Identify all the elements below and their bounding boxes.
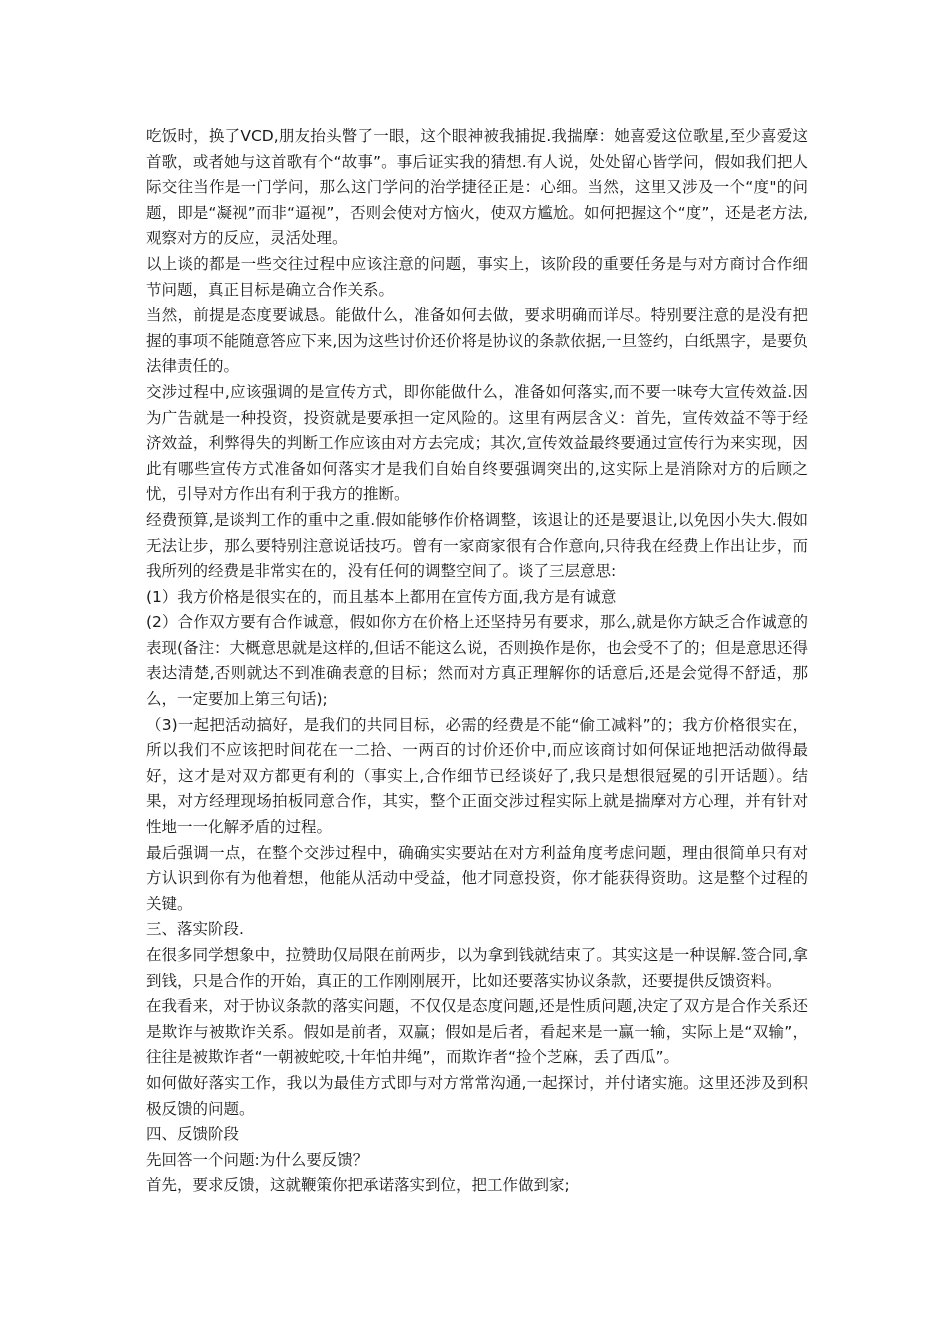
paragraph: 先回答一个问题:为什么要反馈？ — [146, 1150, 369, 1169]
paragraph: 在很多同学想象中，拉赞助仅局限在前两步，以为拿到钱就结束了。其实这是一种误解.签合同,拿到钱，只是合作的开始，真正的工作刚刚展开，比如还要落实协议条款，还要提供反馈资料。 — [146, 946, 808, 990]
section-heading: 三、落实阶段. — [146, 920, 244, 939]
paragraph: 经费预算,是谈判工作的重中之重.假如能够作价格调整，该退让的还是要退让,以免因小失大.假如无法让步，那么要特别注意说话技巧。曾有一家商家很有合作意向,只待我在经费上作出让步，而我所列的经费是非常实在的，没有任何的调整空间了。谈了三层意思: — [146, 510, 808, 581]
paragraph: 以上谈的都是一些交往过程中应该注意的问题，事实上，该阶段的重要任务是与对方商讨合作细节问题，真正目标是确立合作关系。 — [146, 254, 808, 299]
list-item: (1）我方价格是很实在的，而且基本上都用在宣传方面,我方是有诚意 — [146, 587, 617, 606]
paragraph: 如何做好落实工作，我以为最佳方式即与对方常常沟通,一起探讨，并付诸实施。这里还涉及到积极反馈的问题。 — [146, 1073, 808, 1118]
list-item: （3)一起把活动搞好，是我们的共同目标，必需的经费是不能“偷工减料”的；我方价格很实在，所以我们不应该把时间花在一二拾、一两百的讨价还价中,而应该商讨如何保证地把活动做得最好，这才是对双方都更有利的（事实上,合作细节已经谈好了,我只是想很冠冕的引开话题）。结果，对方经理现场拍板同意合作，其实，整个正面交涉过程实际上就是揣摩对方心理，并有针对性地一一化解矛盾的过程。 — [146, 715, 808, 837]
document-body — [146, 124, 808, 1199]
section-heading: 四、反馈阶段 — [146, 1125, 240, 1144]
paragraph: 吃饭时，换了VCD,朋友抬头瞥了一眼，这个眼神被我捕捉.我揣摩：她喜爱这位歌星,至少喜爱这首歌，或者她与这首歌有个“故事”。事后证实我的猜想.有人说，处处留心皆学问，假如我们把人际交往当作是一门学问，那么这门学问的治学捷径正是：心细。当然，这里又涉及一个“度"的问题，即是“凝视”而非“逼视”，否则会使对方恼火，使双方尴尬。如何把握这个“度”，还是老方法,观察对方的反应，灵活处理。 — [146, 127, 808, 248]
paragraph: 首先，要求反馈，这就鞭策你把承诺落实到位，把工作做到家; — [146, 1176, 570, 1195]
paragraph: 交涉过程中,应该强调的是宣传方式，即你能做什么，准备如何落实,而不要一味夸大宣传效益.因为广告就是一种投资，投资就是要承担一定风险的。这里有两层含义：首先，宣传效益不等于经济效益，利弊得失的判断工作应该由对方去完成；其次,宣传效益最终要通过宣传行为来实现，因此有哪些宣传方式准备如何落实才是我们自始自终要强调突出的,这实际上是消除对方的后顾之忧，引导对方作出有利于我方的推断。 — [146, 382, 808, 504]
paragraph: 在我看来，对于协议条款的落实问题，不仅仅是态度问题,还是性质问题,决定了双方是合作关系还是欺诈与被欺诈关系。假如是前者，双赢；假如是后者，看起来是一赢一输，实际上是“双输”，往往是被欺诈者“一朝被蛇咬,十年怕井绳”，而欺诈者“捡个芝麻，丢了西瓜”。 — [146, 997, 808, 1067]
list-item: (2）合作双方要有合作诚意，假如你方在价格上还坚持另有要求，那么,就是你方缺乏合作诚意的表现(备注：大概意思就是这样的,但话不能这么说，否则换作是你，也会受不了的；但是意思还得表达清楚,否则就达不到准确表意的目标；然而对方真正理解你的话意后,还是会觉得不舒适，那么，一定要加上第三句话); — [146, 613, 808, 709]
paragraph: 最后强调一点，在整个交涉过程中，确确实实要站在对方利益角度考虑问题，理由很简单只有对方认识到你有为他着想，他能从活动中受益，他才同意投资，你才能获得资助。这是整个过程的关键。 — [146, 843, 808, 913]
paragraph: 当然，前提是态度要诚恳。能做什么，准备如何去做，要求明确而详尽。特别要注意的是没有把握的事项不能随意答应下来,因为这些讨价还价将是协议的条款依据,一旦签约，白纸黑字，是要负法律责任的。 — [146, 306, 808, 376]
